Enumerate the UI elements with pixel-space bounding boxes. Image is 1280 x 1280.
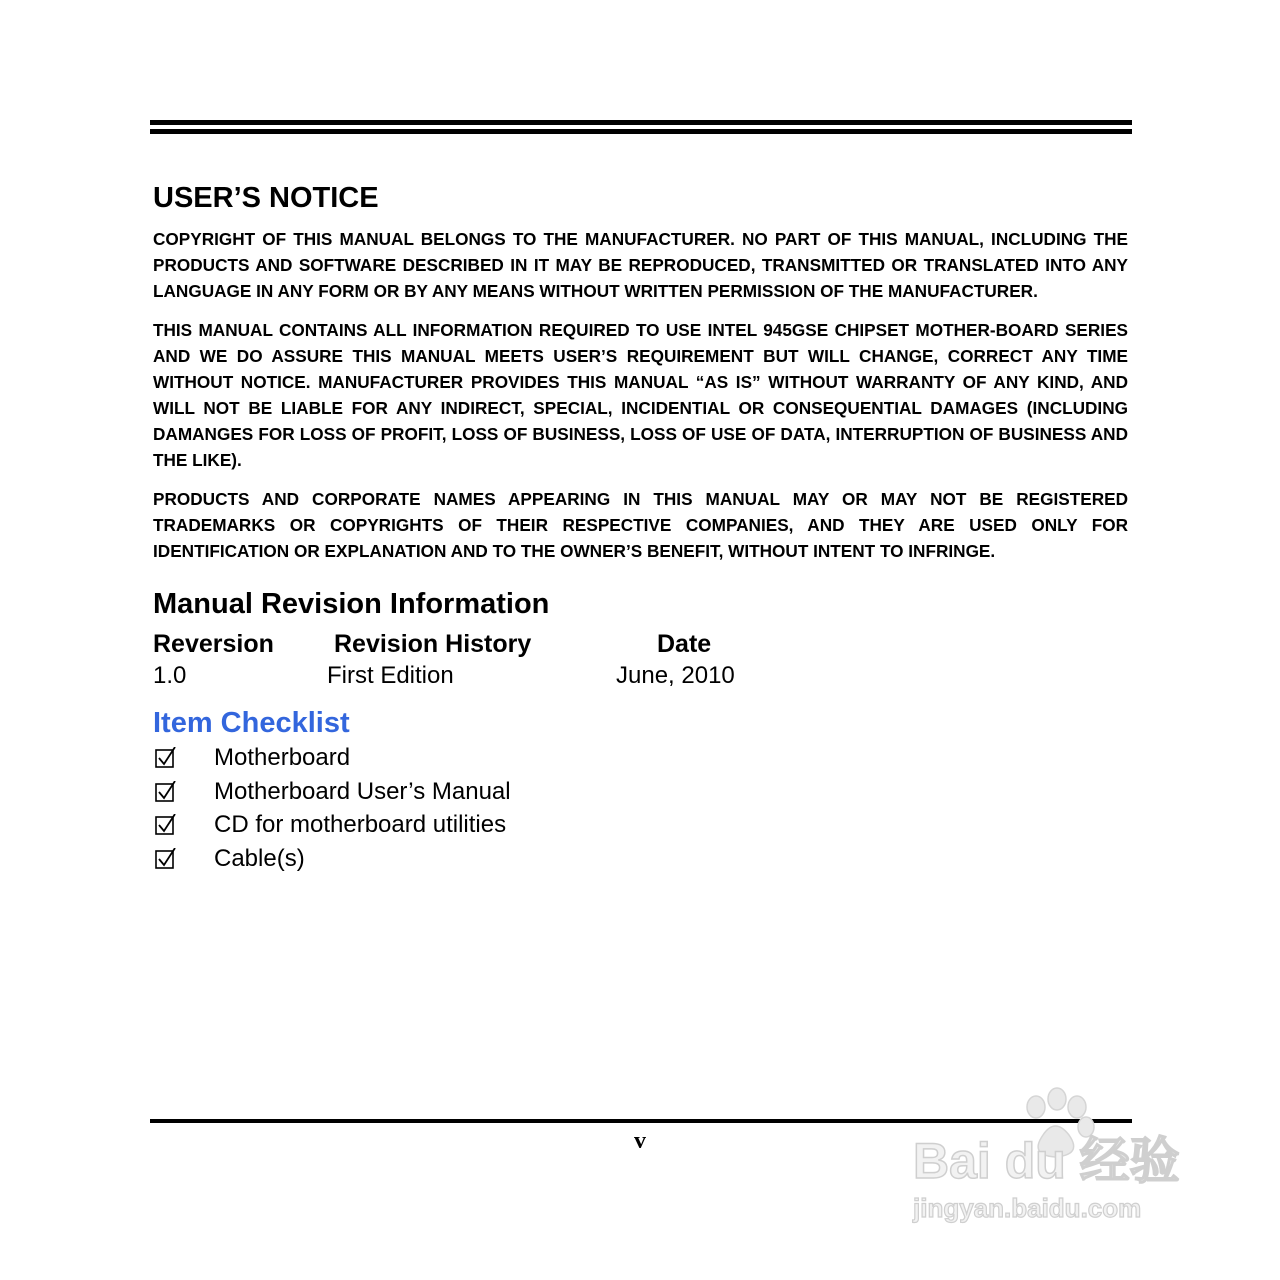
item-checklist — [153, 744, 1128, 878]
checked-box-icon — [155, 781, 177, 803]
watermark-brand: Bai du 经验 — [913, 1133, 1180, 1189]
top-rule-2 — [150, 129, 1132, 134]
watermark-url: jingyan.baidu.com — [913, 1193, 1142, 1223]
revision-cell-history: First Edition — [327, 662, 454, 689]
checklist-item — [153, 744, 1128, 778]
revision-header-history: Revision History — [334, 630, 532, 658]
notice-paragraph-trademarks: PRODUCTS AND CORPORATE NAMES APPEARING IN THIS MANUAL MAY OR MAY NOT BE REGISTERED TRADEMARKS OR COPYRIGHTS OF THEIR RESPECTIVE COMPANIES, AND THEY ARE USED ONLY FOR IDENTIFICATION OR EXPLANATION AND TO THE OWNER’S BENEFIT, WITHOUT INTENT TO INFRINGE. — [153, 489, 1128, 561]
checklist-item — [153, 845, 1128, 879]
checklist-item-label: Motherboard User’s Manual — [214, 777, 511, 805]
checked-box-icon — [155, 848, 177, 870]
revision-heading: Manual Revision Information — [153, 588, 550, 620]
notice-paragraph-disclaimer: THIS MANUAL CONTAINS ALL INFORMATION REQUIRED TO USE INTEL 945GSE CHIPSET MOTHER-BOARD SERIES AND WE DO ASSURE THIS MANUAL MEETS USER’S REQUIREMENT BUT WILL CHANGE, CORRECT ANY TIME WITHOUT NOTICE. MANUFACTURER PROVIDES THIS MANUAL “AS IS” WITHOUT WARRANTY OF ANY KIND, AND WILL NOT BE LIABLE FOR ANY INDIRECT, SPECIAL, INCIDENTIAL OR CONSEQUENTIAL DAMAGES (INCLUDING DAMANGES FOR LOSS OF PROFIT, LOSS OF BUSINESS, LOSS OF USE OF DATA, INTERRUPTION OF BUSINESS AND THE LIKE). — [153, 320, 1128, 470]
top-rule-1 — [150, 120, 1132, 125]
baidu-jingyan-watermark — [905, 1085, 1205, 1235]
checked-box-icon — [155, 814, 177, 836]
revision-cell-date: June, 2010 — [616, 662, 735, 689]
page-content — [153, 180, 1128, 878]
revision-header-date: Date — [657, 630, 712, 658]
checklist-item — [153, 811, 1128, 845]
checklist-item — [153, 778, 1128, 812]
page-number: v — [634, 1128, 646, 1154]
revision-header-reversion: Reversion — [153, 630, 274, 658]
users-notice-heading: USER’S NOTICE — [153, 182, 379, 214]
checklist-item-label: Motherboard — [214, 744, 351, 771]
notice-paragraph-copyright: COPYRIGHT OF THIS MANUAL BELONGS TO THE MANUFACTURER. NO PART OF THIS MANUAL, INCLUDING THE PRODUCTS AND SOFTWARE DESCRIBED IN IT MAY BE REPRODUCED, TRANSMITTED OR TRANSLATED INTO ANY LANGUAGE IN ANY FORM OR BY ANY MEANS WITHOUT WRITTEN PERMISSION OF THE MANUFACTURER. — [153, 229, 1128, 301]
revision-cell-version: 1.0 — [153, 662, 187, 689]
revision-table — [153, 630, 1128, 694]
checklist-item-label: CD for motherboard utilities — [214, 811, 507, 838]
checklist-item-label: Cable(s) — [214, 844, 305, 872]
checked-box-icon — [155, 747, 177, 769]
item-checklist-heading: Item Checklist — [153, 707, 350, 739]
